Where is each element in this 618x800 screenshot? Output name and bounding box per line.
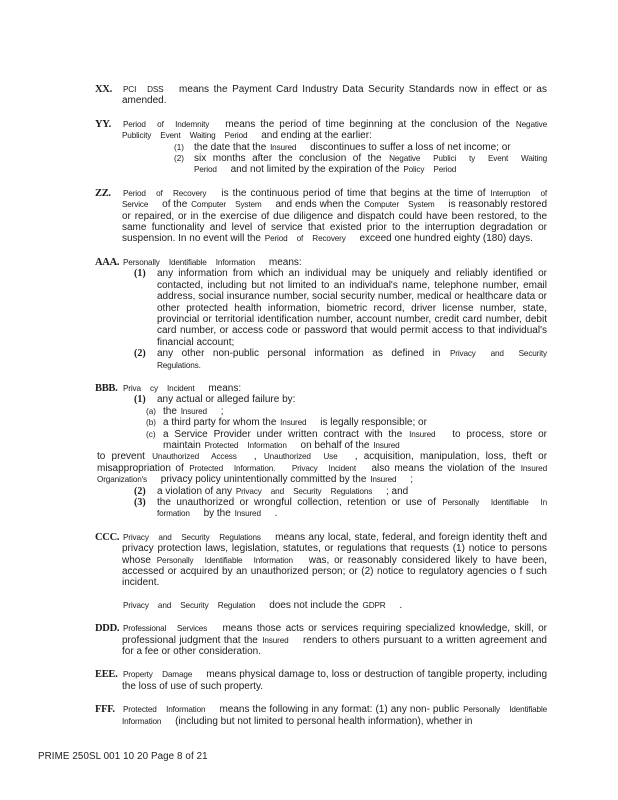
section-zz <box>95 188 547 245</box>
text-run: is legally responsible; or <box>320 417 427 429</box>
text-run: ; <box>410 474 414 486</box>
list-item <box>122 406 547 417</box>
paragraph <box>122 257 547 268</box>
defined-term: Insured <box>280 418 307 428</box>
text-run: was, or reasonably considered likely to have been, accessed or acquired by an unauthorized person; or (2) notice to regulatory agencies o f such incident. <box>122 554 548 589</box>
text-run: by the <box>203 508 231 520</box>
defined-term: Personally Identifiable In formation <box>157 498 547 519</box>
defined-term: Computer System <box>191 200 262 210</box>
paragraph <box>122 532 547 589</box>
defined-term: Negative Publici ty Event Waiting Period <box>194 154 548 175</box>
paragraph <box>122 600 547 611</box>
defined-term: Protected Information. <box>189 463 276 473</box>
text-run: and ending at the earlier: <box>261 130 372 142</box>
text-run: (including but not limited to personal health information), whether in <box>175 715 473 727</box>
defined-term: Insured <box>409 429 436 439</box>
defined-term: Privacy and Security Regulations <box>235 486 373 496</box>
item-marker: (2) <box>134 348 146 360</box>
text-run: means: <box>268 256 302 268</box>
text-run: ; and <box>385 485 409 497</box>
text-run: means the period of time beginning at the conclusion of the <box>225 118 510 130</box>
defined-term: Interruption of Service <box>122 188 547 210</box>
defined-term: Privacy and Security Regulations <box>123 532 261 542</box>
paragraph <box>97 451 547 485</box>
text-run: . <box>399 599 403 611</box>
defined-term: Personally Identifiable Information <box>156 555 293 565</box>
text-run: , <box>253 451 257 463</box>
section-label: DDD. <box>95 623 120 635</box>
text-run: means those acts or services requiring specialized knowledge, skill, or professional judgment that the <box>122 623 548 646</box>
list-item <box>122 348 547 371</box>
defined-term: Priva cy Incident <box>123 383 195 393</box>
text-run: is the continuous period of time that begins at the time of <box>221 187 486 199</box>
text-run: any actual or alleged failure by: <box>157 394 296 406</box>
section-label: FFF. <box>95 704 115 716</box>
text-run: discontinues to suffer a loss of net income; or <box>310 141 511 153</box>
list-item <box>122 153 547 176</box>
item-marker: (1) <box>134 268 146 280</box>
defined-term: Privacy and Security Regulation <box>123 600 256 610</box>
paragraph <box>122 84 547 107</box>
text-run: means physical damage to, loss or destruction of tangible property, including the loss of use of such property. <box>122 669 547 692</box>
defined-term: Period of Recovery <box>264 234 346 244</box>
defined-term: Period of Indemnity <box>123 119 210 129</box>
defined-term: PCI DSS <box>123 85 164 94</box>
paragraph <box>122 119 547 142</box>
defined-term: Insured <box>370 475 397 485</box>
defined-term: GDPR <box>362 600 386 610</box>
paragraph <box>122 704 547 727</box>
item-marker: (2) <box>134 485 146 497</box>
item-marker: (1) <box>174 142 185 152</box>
section-yy <box>95 119 547 176</box>
text-run: and ends when the <box>275 199 361 211</box>
text-run: a third party for whom the <box>163 417 277 429</box>
paragraph <box>122 383 547 394</box>
defined-term: Insured <box>262 635 289 645</box>
section-label: YY. <box>95 118 111 130</box>
text-run: is reasonably restored or repaired, or in the exercise of due diligence and dispatch could have been restored, to the same functionality and level of service that existed prior to the interruption degradation or suspension. In no event will the <box>122 199 548 245</box>
section-ccc <box>95 532 547 611</box>
section-bbb <box>95 383 547 520</box>
list-item <box>122 486 547 497</box>
text-run: to prevent <box>97 451 145 463</box>
text-run: the unauthorized or wrongful collection, retention or use of <box>157 497 436 508</box>
defined-term: Personally Identifiable Information <box>123 257 256 267</box>
item-marker: (b) <box>146 418 157 428</box>
item-marker: (c) <box>146 429 156 439</box>
text-run: the <box>163 405 177 417</box>
text-run: any information from which an individual may be uniquely and reliably identified or contacted, including but not limited to an individual's name, telephone number, email address, social insurance number, social security number, medical or healthcare data or other protected health information, biometric record, driver license number, state, provincial or territorial identification number, account number, credit card number, debit card number, or access code or password that would permit access to that individual's financial account; <box>157 268 547 348</box>
item-marker: (a) <box>146 406 157 416</box>
page-footer: PRIME 250SL 001 10 20 Page 8 of 21 <box>38 751 208 762</box>
list-item <box>122 394 547 405</box>
text-run: . <box>274 508 278 520</box>
section-aaa <box>95 257 547 371</box>
item-marker: (3) <box>134 497 146 508</box>
section-label: BBB. <box>95 382 118 394</box>
list-item <box>122 417 547 428</box>
text-run: a violation of any <box>157 485 233 497</box>
text-run: ; <box>220 405 224 417</box>
defined-term: Negative Publicity Event Waiting Period <box>122 119 548 141</box>
text-run: on behalf of the <box>300 439 370 451</box>
defined-term: Insured Organization's <box>97 463 547 485</box>
text-run: renders to others pursuant to a written agreement and for a fee or other consideration. <box>122 634 547 658</box>
defined-term: Privacy Incident <box>291 463 356 473</box>
text-run: also means the violation of the <box>371 462 516 474</box>
list-item <box>122 142 547 153</box>
defined-term: Protected Information <box>204 440 287 450</box>
section-xx <box>95 84 547 107</box>
text-run: means the Payment Card Industry Data Security Standards now in effect or as amended. <box>122 84 547 107</box>
paragraph <box>122 188 547 245</box>
paragraph <box>122 669 547 692</box>
document-body <box>95 84 547 739</box>
defined-term: Privacy and Security Regulations. <box>157 349 547 370</box>
text-run: the date that the <box>194 141 267 153</box>
item-marker: (1) <box>134 394 146 406</box>
section-label: AAA. <box>95 256 120 268</box>
section-label: CCC. <box>95 531 120 543</box>
item-marker: (2) <box>174 154 185 164</box>
defined-term: Period of Recovery <box>123 188 207 198</box>
defined-term: Property Damage <box>123 670 193 680</box>
defined-term: Policy Period <box>403 165 457 175</box>
text-run: means: <box>208 382 242 394</box>
text-run: a Service Provider under written contract with the <box>163 428 403 440</box>
defined-term: Computer System <box>364 200 435 210</box>
list-item <box>122 497 547 520</box>
defined-term: Insured <box>373 440 400 450</box>
defined-term: Professional Services <box>123 624 208 634</box>
list-item <box>122 429 547 452</box>
paragraph <box>122 623 547 657</box>
text-run: to process, store or maintain <box>163 428 547 451</box>
section-ddd <box>95 623 547 657</box>
text-run: , acquisition, manipulation, loss, theft or misappropriation of <box>97 451 548 474</box>
section-label: XX. <box>95 84 112 95</box>
defined-term: Personally Identifiable Information <box>122 705 548 726</box>
text-run: of the <box>162 199 188 211</box>
list-item <box>122 268 547 348</box>
defined-term: Insured <box>180 406 207 416</box>
section-fff <box>95 704 547 727</box>
section-eee <box>95 669 547 692</box>
text-run: means the following in any format: (1) any non- public <box>219 704 460 716</box>
defined-term: Insured <box>234 509 261 519</box>
text-run: and not limited by the expiration of the <box>230 164 400 176</box>
defined-term: Unauthorized Use <box>263 452 338 462</box>
text-run: any other non-public personal information as defined in <box>157 348 441 360</box>
defined-term: Insured <box>270 142 297 152</box>
text-run: privacy policy unintentionally committed by the <box>160 474 367 486</box>
text-run: six months after the conclusion of the <box>194 153 382 165</box>
defined-term: Unauthorized Access <box>152 452 237 462</box>
text-run: means any local, state, federal, and foreign identity theft and privacy protection laws, legislation, statutes, or regulations that requests (1) notice to persons whose <box>122 531 548 566</box>
text-run: does not include the <box>269 599 359 611</box>
defined-term: Protected Information <box>123 705 206 715</box>
section-label: EEE. <box>95 669 118 681</box>
section-label: ZZ. <box>95 187 111 199</box>
text-run: exceed one hundred eighty (180) days. <box>359 233 533 245</box>
